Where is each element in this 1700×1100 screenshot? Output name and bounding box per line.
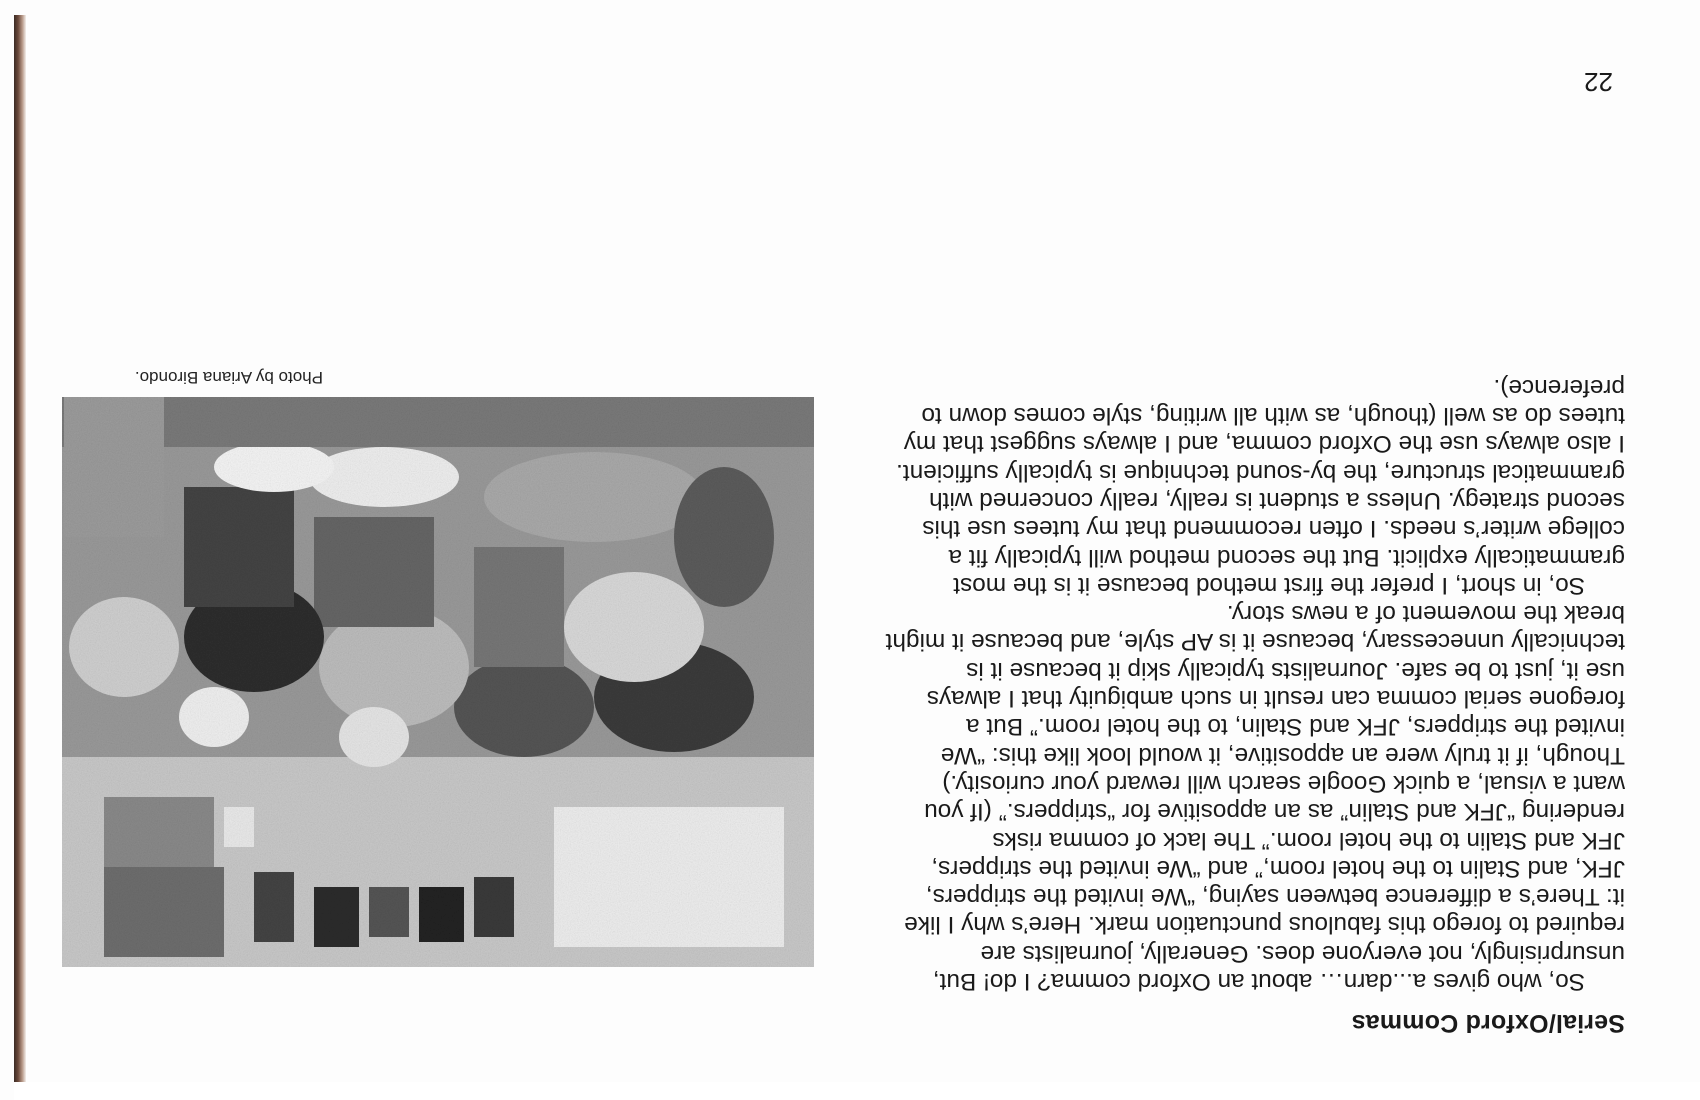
book-binding-shadow xyxy=(14,15,26,1090)
photo-credit: Photo by Ariana Birondo. xyxy=(134,368,323,387)
printed-page xyxy=(30,12,1670,1087)
section-heading: Serial/Oxford Commas xyxy=(1351,1009,1625,1037)
group-photo xyxy=(62,397,814,967)
paragraph-2: So, in short, I prefer the first method because it is the most grammatically explicit. But the second method will typically fit a college writer’s needs. I often recommend that my tutees use this second strategy. Unless a student is really, really concerned with grammatical structure, the by-sound technique is typically sufficient. I also always use the Oxford comma, and I always suggest that my tutees do as well (though, as with all writing, style comes down to preference). xyxy=(896,373,1625,599)
photo-of-students-in-room-icon xyxy=(62,397,814,967)
paragraph-1: So, who gives a...darn… about an Oxford comma? I do! But, unsurprisingly, not everyone does. Generally, journalists are required to forego this fabulous punctuation mark. Here’s why I like it: There’s a difference between saying, “We invited the strippers, JFK, and Stalin to the hotel room,” and “We invited the strippers, JFK and Stalin to the hotel room.” The lack of comma risks rendering “JFK and Stalin” as an appositive for “strippers.” (If you want a visual, a quick Google search will reward your curiosity.) Though, if it truly were an appositive, it would look like this: “We invited the strippers, JFK and Stalin, to the hotel room.” But a foregone serial comma can result in such ambiguity that I always use it, just to be safe. Journalists typically skip it because it is technically unnecessary, because it is AP style, and because it might break the movement of a news story. xyxy=(885,600,1625,995)
body-text xyxy=(885,372,1625,995)
page-number: 22 xyxy=(1584,67,1613,97)
